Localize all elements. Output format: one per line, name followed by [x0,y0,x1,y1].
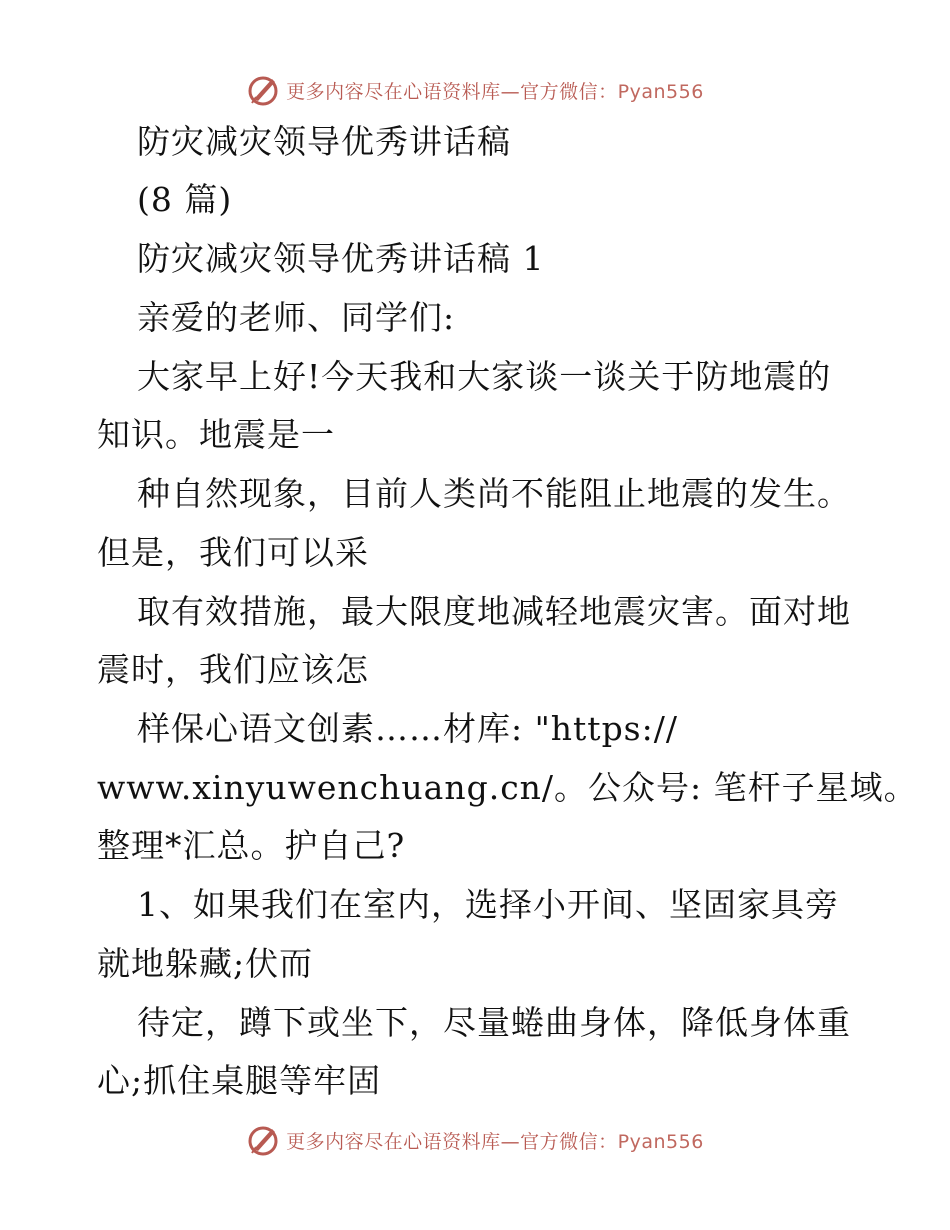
section-heading: 防灾减灾领导优秀讲话稿 1 [137,239,545,278]
doc-title: 防灾减灾领导优秀讲话稿 [137,122,511,161]
paragraph-line: 知识。地震是一 [97,415,335,454]
wechat-id: Pyan556 [617,1130,704,1153]
paragraph-line: 就地躲藏;伏而 [97,944,314,983]
paragraph-line: 震时，我们应该怎 [97,650,369,689]
banner-text: 更多内容尽在心语资料库—官方微信：Pyan556 [286,1130,704,1153]
doc-subtitle: (8 篇) [137,180,233,219]
feather-pen-icon [246,73,280,107]
paragraph-line: 取有效措施，最大限度地减轻地震灾害。面对地 [137,592,851,631]
paragraph-line: 大家早上好!今天我和大家谈一谈关于防地震的 [137,357,832,396]
paragraph-line: 但是，我们可以采 [97,533,369,572]
footer-banner [0,1120,950,1160]
wechat-id: Pyan556 [617,80,704,103]
feather-pen-icon [246,1123,280,1157]
paragraph-line: 亲爱的老师、同学们: [137,298,456,337]
paragraph-line: www.xinyuwenchuang.cn/。公众号: 笔杆子星域。 [97,768,918,807]
paragraph-line: 种自然现象，目前人类尚不能阻止地震的发生。 [137,474,851,513]
paragraph-line: 整理*汇总。护自己? [97,826,406,865]
paragraph-line: 样保心语文创素……材库: "https:// [137,709,678,748]
paragraph-line: 1、如果我们在室内，选择小开间、坚固家具旁 [137,885,839,924]
paragraph-line: 待定，蹲下或坐下，尽量蜷曲身体，降低身体重 [137,1003,851,1042]
paragraph-line: 心;抓住桌腿等牢固 [97,1061,382,1100]
header-banner [0,70,950,110]
banner-text: 更多内容尽在心语资料库—官方微信：Pyan556 [286,80,704,103]
